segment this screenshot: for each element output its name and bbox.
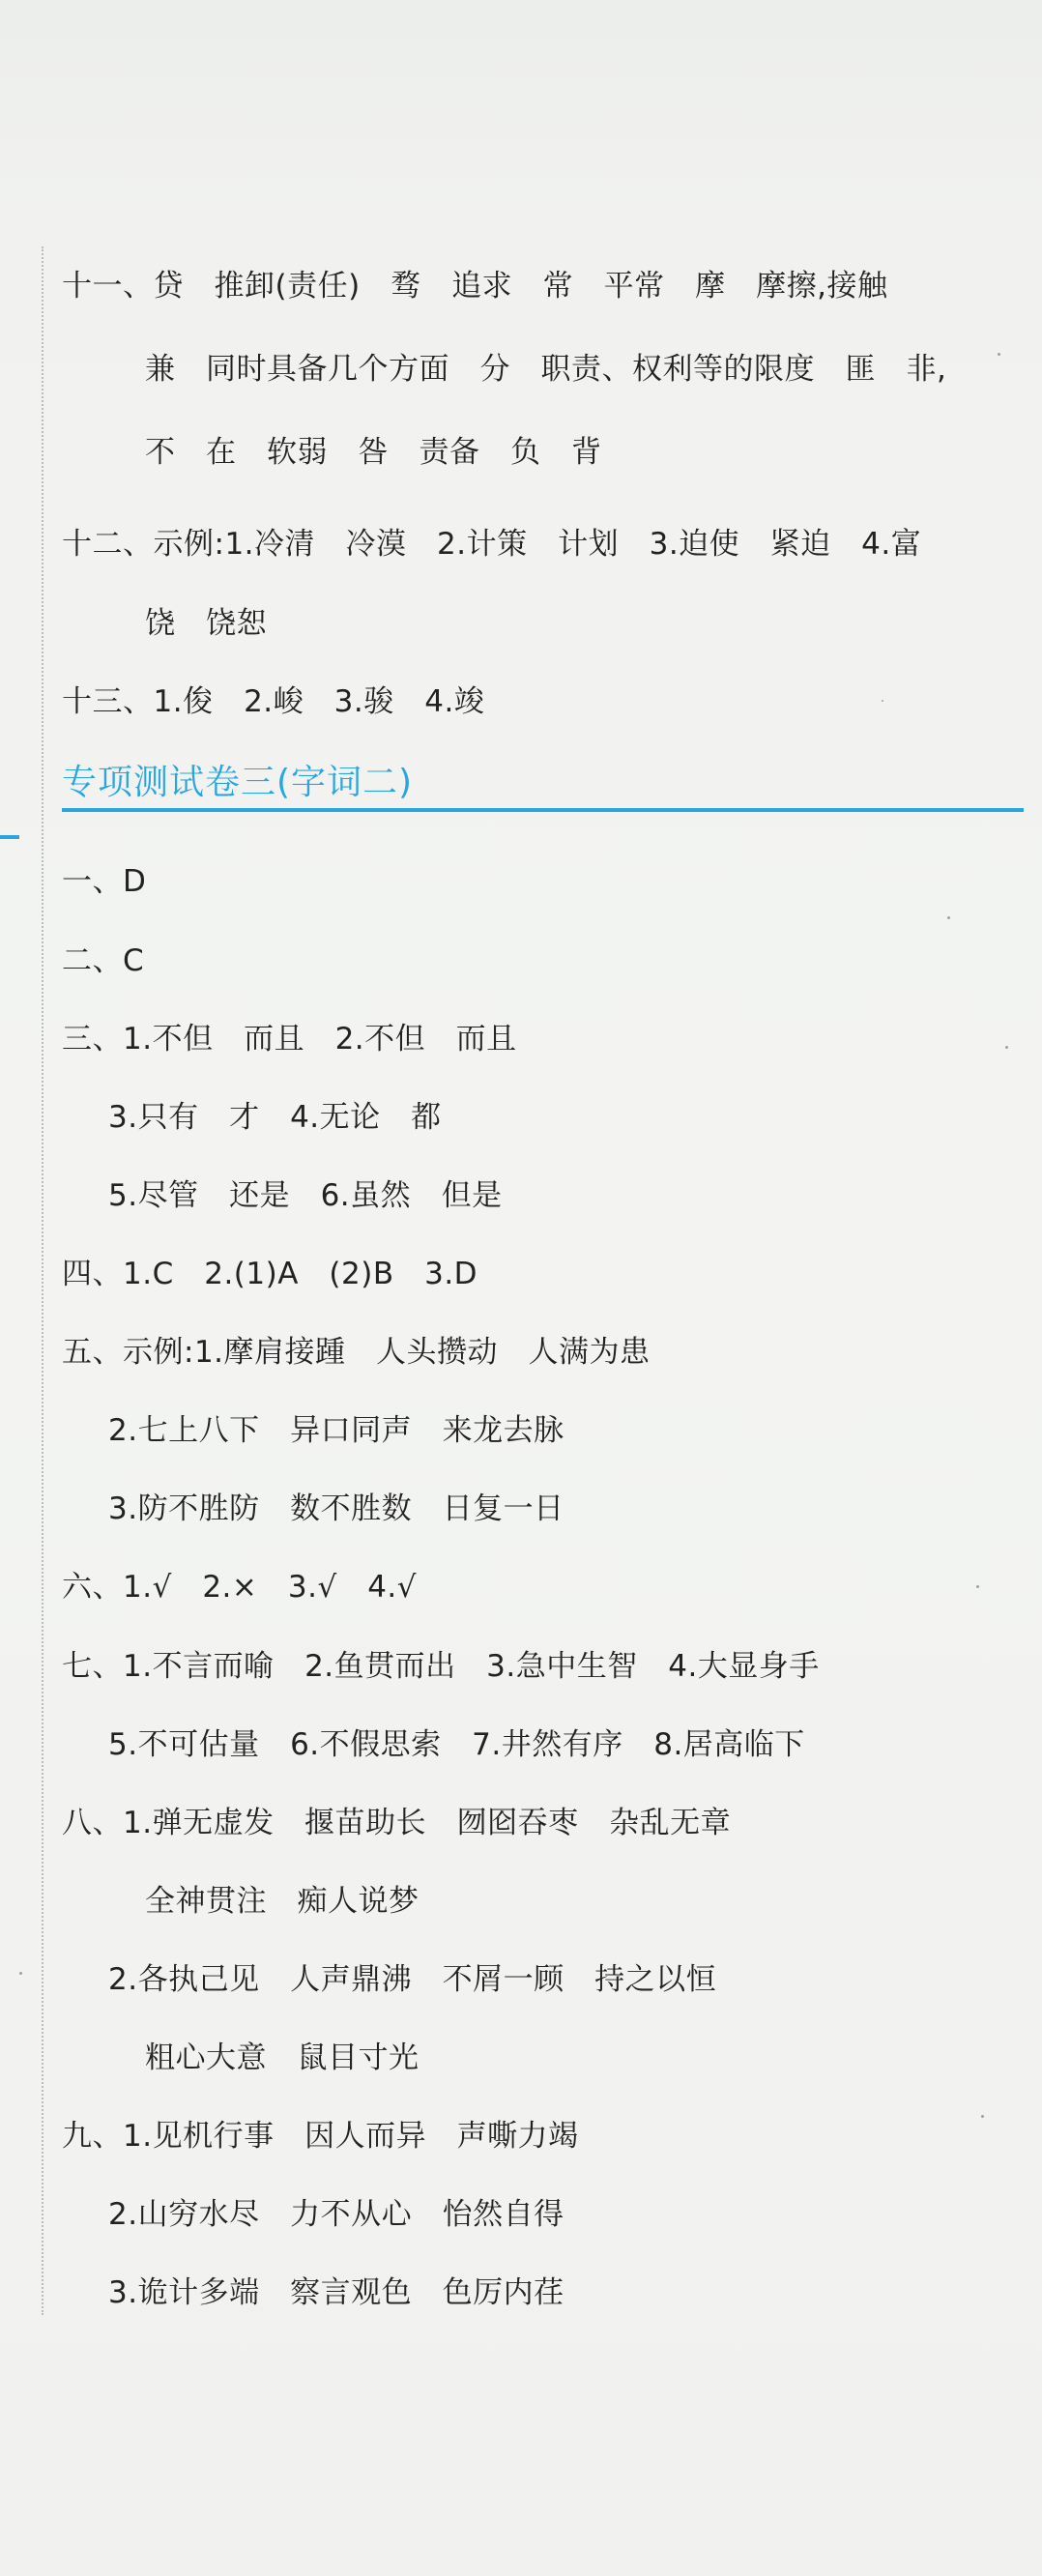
answer-line-2: 二、C xyxy=(62,943,145,978)
answer-line-5-item-3: 3.防不胜防 数不胜数 日复一日 xyxy=(108,1491,564,1526)
answer-line-11-cont-2: 不 在 软弱 咎 责备 负 背 xyxy=(145,435,602,470)
answer-line-12-cont: 饶 饶恕 xyxy=(145,606,267,641)
answer-line-9-item-2: 2.山穷水尽 力不从心 怡然自得 xyxy=(108,2197,564,2232)
section-title: 专项测试卷三(字词二) xyxy=(62,763,414,802)
answer-line-11: 十一、贷 推卸(责任) 骛 追求 常 平常 摩 摩擦,接触 xyxy=(62,269,888,304)
scan-speck xyxy=(1005,1046,1008,1049)
answer-line-8-cont-1: 全神贯注 痴人说梦 xyxy=(145,1884,420,1919)
answer-line-3-item-5: 5.尽管 还是 6.虽然 但是 xyxy=(108,1178,503,1213)
answer-line-8: 八、1.弹无虚发 揠苗助长 囫囵吞枣 杂乱无章 xyxy=(62,1806,732,1840)
answer-line-7-item-5: 5.不可估量 6.不假思索 7.井然有序 8.居高临下 xyxy=(108,1727,805,1762)
answer-line-5: 五、示例:1.摩肩接踵 人头攒动 人满为患 xyxy=(62,1335,651,1370)
answer-line-3: 三、1.不但 而且 2.不但 而且 xyxy=(62,1022,517,1056)
answer-line-7: 七、1.不言而喻 2.鱼贯而出 3.急中生智 4.大显身手 xyxy=(62,1649,820,1684)
answer-line-5-item-2: 2.七上八下 异口同声 来龙去脉 xyxy=(108,1413,564,1448)
scan-speck xyxy=(947,916,950,919)
margin-tab-marker xyxy=(0,835,19,839)
scan-speck xyxy=(19,1972,22,1975)
answer-line-12: 十二、示例:1.冷清 冷漠 2.计策 计划 3.迫使 紧迫 4.富 xyxy=(62,527,922,562)
scan-speck xyxy=(998,353,1000,356)
answer-line-4: 四、1.C 2.(1)A (2)B 3.D xyxy=(62,1257,478,1291)
scan-speck xyxy=(882,700,883,702)
answer-line-13: 十三、1.俊 2.峻 3.骏 4.竣 xyxy=(62,684,485,719)
scan-speck xyxy=(976,1585,979,1588)
answer-line-9-item-3: 3.诡计多端 察言观色 色厉内荏 xyxy=(108,2275,564,2310)
section-title-underline xyxy=(62,808,1024,812)
answer-line-8-cont-2: 粗心大意 鼠目寸光 xyxy=(145,2041,420,2075)
scan-speck xyxy=(981,2115,984,2118)
dotted-margin-rule xyxy=(42,246,43,2315)
answer-line-11-cont-1: 兼 同时具备几个方面 分 职责、权利等的限度 匪 非, xyxy=(145,352,947,387)
answer-line-3-item-3: 3.只有 才 4.无论 都 xyxy=(108,1100,442,1135)
answer-line-9: 九、1.见机行事 因人而异 声嘶力竭 xyxy=(62,2119,579,2154)
answer-line-1: 一、D xyxy=(62,864,147,899)
answer-line-6: 六、1.√ 2.× 3.√ 4.√ xyxy=(62,1570,418,1605)
answer-line-8-item-2: 2.各执己见 人声鼎沸 不屑一顾 持之以恒 xyxy=(108,1962,717,1997)
